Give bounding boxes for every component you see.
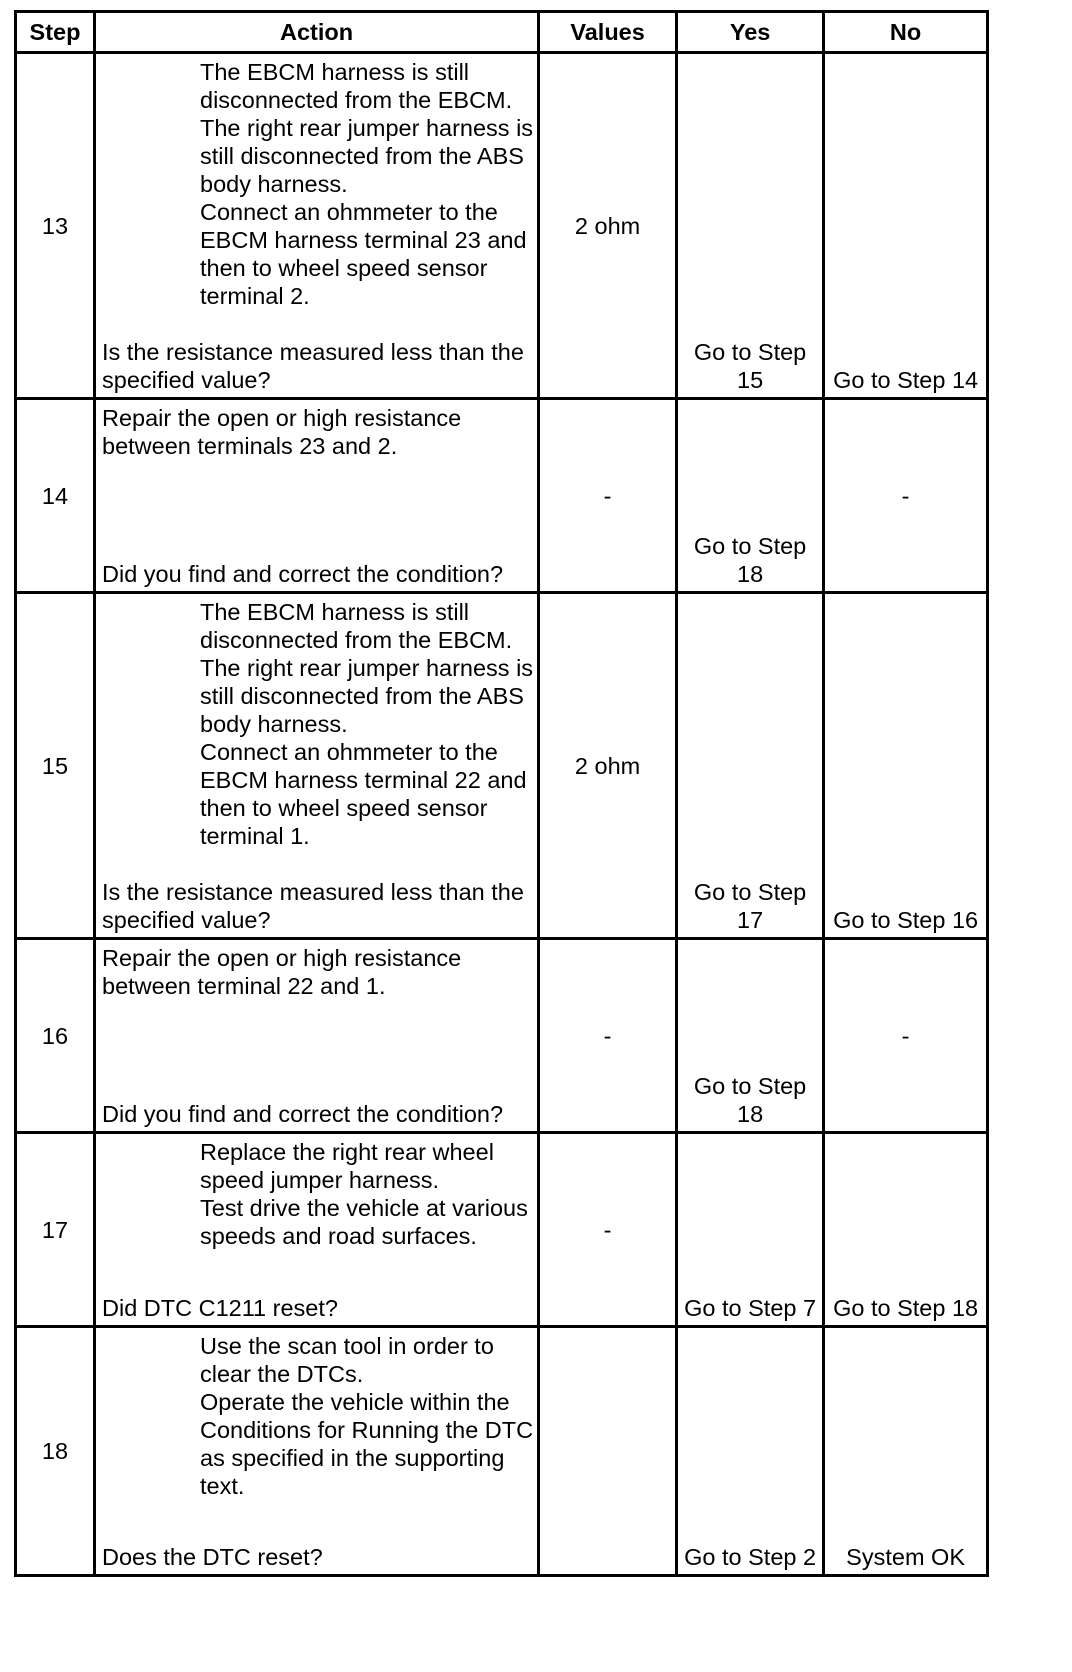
yes-cell <box>677 1133 824 1327</box>
action-line: then to wheel speed sensor <box>200 795 488 821</box>
action-line: Repair the open or high resistance <box>102 945 462 971</box>
action-cell <box>95 1133 539 1327</box>
yes-line: Go to Step 2 <box>684 1544 817 1570</box>
yes-line: 18 <box>737 1101 764 1127</box>
action-line: terminal 1. <box>200 823 310 849</box>
action-question <box>102 1100 503 1128</box>
action-line: The right rear jumper harness is <box>200 655 534 681</box>
yes-line: 17 <box>737 907 764 933</box>
yes-line: Go to Step 7 <box>684 1295 817 1321</box>
action-instructions <box>102 1138 533 1250</box>
action-line: EBCM harness terminal 23 and <box>200 227 527 253</box>
step-number: 16 <box>16 939 95 1133</box>
action-cell <box>95 399 539 593</box>
table-row <box>16 53 988 399</box>
value-cell: 2 ohm <box>539 593 677 939</box>
no-cell: Go to Step 18 <box>824 1133 988 1327</box>
no-cell: - <box>824 939 988 1133</box>
header-step: Step <box>16 12 95 53</box>
yes-cell <box>677 399 824 593</box>
yes-cell <box>677 53 824 399</box>
action-cell <box>95 593 539 939</box>
yes-line: Go to Step <box>693 1073 807 1099</box>
action-line: between terminal 22 and 1. <box>102 973 386 999</box>
question-line: Did DTC C1211 reset? <box>102 1295 338 1321</box>
header-values: Values <box>539 12 677 53</box>
action-line: speed jumper harness. <box>200 1167 440 1193</box>
action-line: terminal 2. <box>200 283 310 309</box>
action-instructions <box>102 58 533 310</box>
action-line: between terminals 23 and 2. <box>102 433 398 459</box>
value-cell: - <box>539 1133 677 1327</box>
action-line: body harness. <box>200 711 348 737</box>
header-yes: Yes <box>677 12 824 53</box>
action-line: Connect an ohmmeter to the <box>200 739 498 765</box>
action-line: The EBCM harness is still <box>200 599 470 625</box>
action-line: disconnected from the EBCM. <box>200 87 513 113</box>
question-line: specified value? <box>102 367 271 393</box>
action-question <box>102 560 503 588</box>
action-line: Replace the right rear wheel <box>200 1139 494 1165</box>
yes-cell <box>677 593 824 939</box>
question-line: Does the DTC reset? <box>102 1544 323 1570</box>
step-number: 15 <box>16 593 95 939</box>
action-line: EBCM harness terminal 22 and <box>200 767 527 793</box>
step-number: 18 <box>16 1327 95 1576</box>
action-line: Test drive the vehicle at various <box>200 1195 528 1221</box>
question-line: Is the resistance measured less than the <box>102 879 524 905</box>
action-question <box>102 878 524 934</box>
action-line: then to wheel speed sensor <box>200 255 488 281</box>
action-cell <box>95 1327 539 1576</box>
value-cell: - <box>539 399 677 593</box>
step-number: 13 <box>16 53 95 399</box>
yes-cell <box>677 1327 824 1576</box>
action-question <box>102 1543 323 1571</box>
action-instructions <box>102 1332 533 1500</box>
step-number: 14 <box>16 399 95 593</box>
action-line: speeds and road surfaces. <box>200 1223 477 1249</box>
step-number: 17 <box>16 1133 95 1327</box>
question-line: Did you find and correct the condition? <box>102 1101 504 1127</box>
table-row <box>16 593 988 939</box>
action-line: Repair the open or high resistance <box>102 405 462 431</box>
yes-line: Go to Step <box>693 533 807 559</box>
action-line: still disconnected from the ABS <box>200 683 524 709</box>
diagnostic-table-wrapper <box>14 10 989 1577</box>
question-line: specified value? <box>102 907 271 933</box>
table-row <box>16 939 988 1133</box>
action-line: Operate the vehicle within the <box>200 1389 510 1415</box>
value-cell: 2 ohm <box>539 53 677 399</box>
yes-line: Go to Step <box>693 339 807 365</box>
table-row <box>16 1133 988 1327</box>
header-action: Action <box>95 12 539 53</box>
header-no: No <box>824 12 988 53</box>
action-line: Use the scan tool in order to <box>200 1333 494 1359</box>
action-line: text. <box>200 1473 245 1499</box>
action-cell <box>95 939 539 1133</box>
diagnostic-table <box>14 10 989 1577</box>
action-line: body harness. <box>200 171 348 197</box>
action-line: disconnected from the EBCM. <box>200 627 513 653</box>
value-cell <box>539 1327 677 1576</box>
action-instructions <box>102 598 533 850</box>
action-line: Connect an ohmmeter to the <box>200 199 498 225</box>
no-cell: Go to Step 16 <box>824 593 988 939</box>
action-line: The EBCM harness is still <box>200 59 470 85</box>
action-instructions <box>102 944 533 1000</box>
yes-cell <box>677 939 824 1133</box>
yes-line: 15 <box>737 367 764 393</box>
action-line: The right rear jumper harness is <box>200 115 534 141</box>
question-line: Did you find and correct the condition? <box>102 561 504 587</box>
yes-line: 18 <box>737 561 764 587</box>
action-cell <box>95 53 539 399</box>
yes-line: Go to Step <box>693 879 807 905</box>
header-row <box>16 12 988 53</box>
table-row <box>16 399 988 593</box>
action-question <box>102 338 524 394</box>
table-row <box>16 1327 988 1576</box>
no-cell: System OK <box>824 1327 988 1576</box>
action-instructions <box>102 404 533 460</box>
value-cell: - <box>539 939 677 1133</box>
action-line: Conditions for Running the DTC <box>200 1417 534 1443</box>
action-line: still disconnected from the ABS <box>200 143 524 169</box>
action-line: clear the DTCs. <box>200 1361 364 1387</box>
no-cell: Go to Step 14 <box>824 53 988 399</box>
action-question <box>102 1294 338 1322</box>
action-line: as specified in the supporting <box>200 1445 505 1471</box>
no-cell: - <box>824 399 988 593</box>
question-line: Is the resistance measured less than the <box>102 339 524 365</box>
